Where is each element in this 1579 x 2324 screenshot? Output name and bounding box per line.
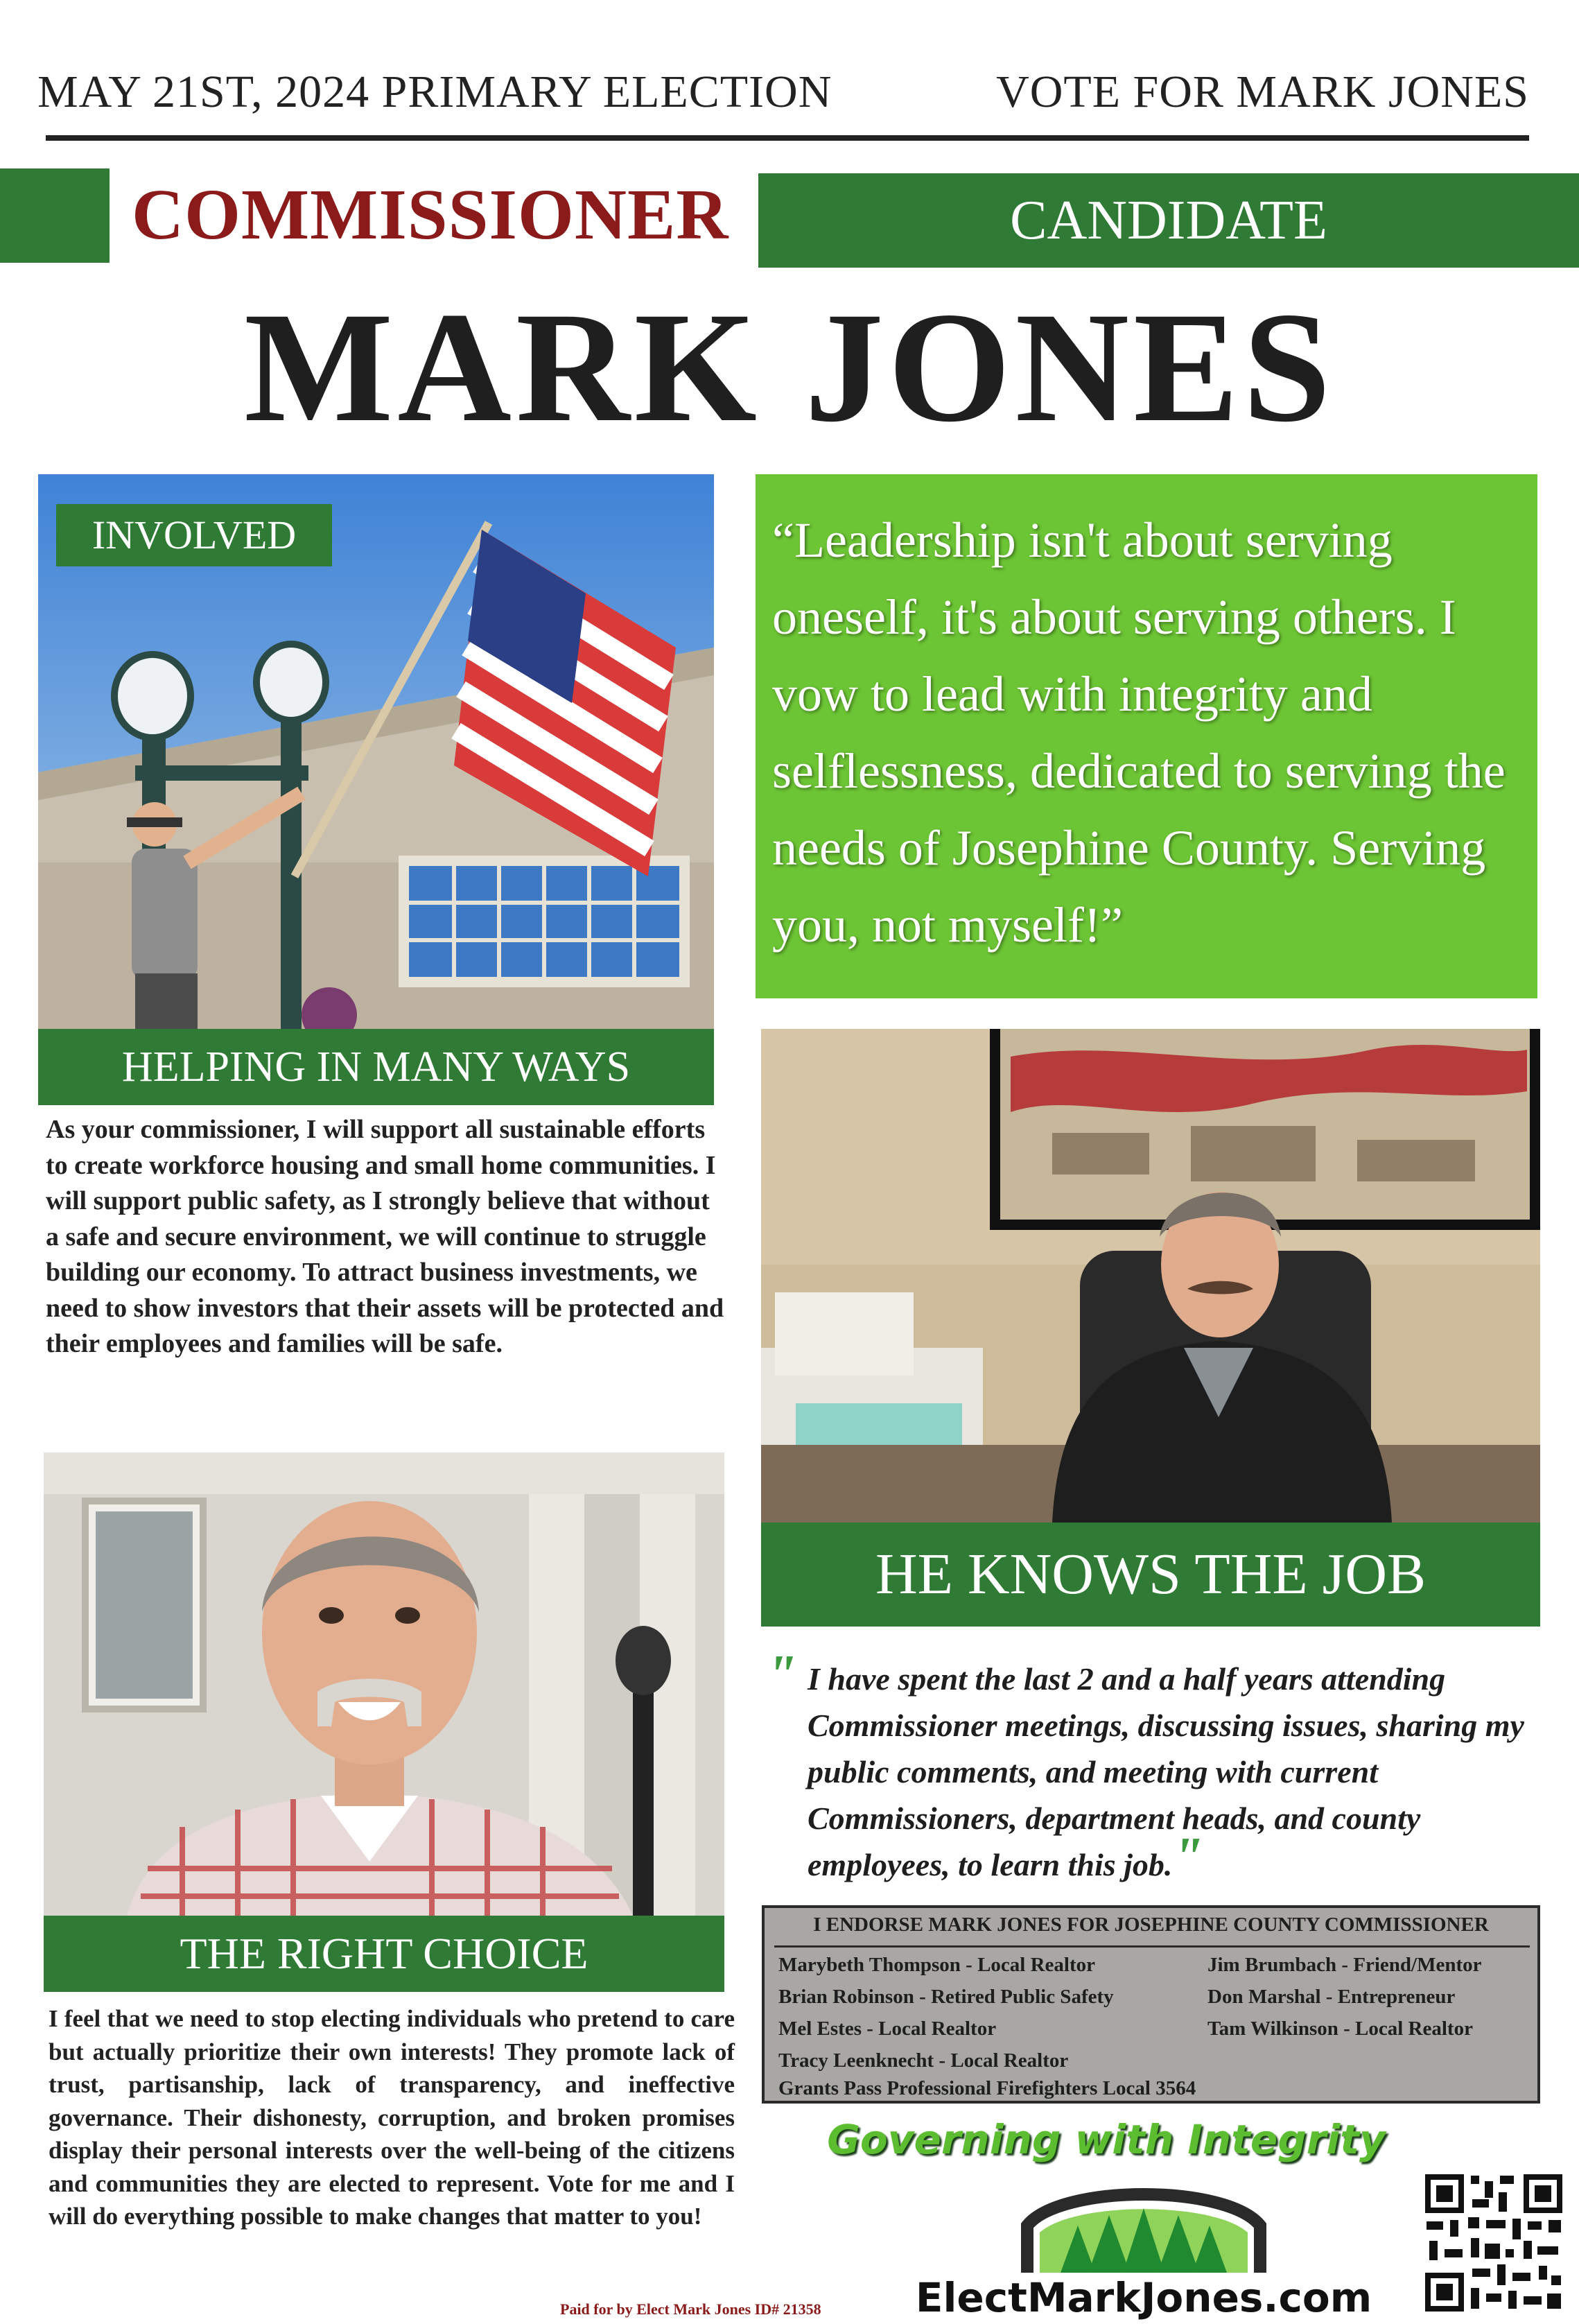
close-quote-icon: " [1172, 1827, 1203, 1888]
header-divider [46, 135, 1529, 141]
leadership-quote: “Leadership isn't about serving oneself, it's about serving others. I vow to lead with integrity and selflessness, dedicated to serving the needs of Josephine County. Serving you, not myself!” [772, 512, 1506, 953]
office-photo-image [761, 1029, 1540, 1523]
endorser-left-4: Tracy Leenknecht - Local Realtor [778, 2049, 1069, 2072]
endorsement-box [762, 1905, 1540, 2104]
endorser-left-2: Brian Robinson - Retired Public Safety [778, 1986, 1114, 2008]
qr-code-icon[interactable] [1422, 2171, 1565, 2314]
green-accent-block [0, 168, 110, 263]
endorser-right-1: Jim Brumbach - Friend/Mentor [1207, 1954, 1482, 1976]
candidate-banner: CANDIDATE [758, 173, 1579, 268]
quote-box [756, 474, 1537, 998]
office-photo [761, 1029, 1540, 1523]
right-choice-banner: THE RIGHT CHOICE [44, 1916, 724, 1992]
portrait-photo [44, 1452, 724, 1916]
helping-banner: HELPING IN MANY WAYS [38, 1029, 714, 1105]
paid-for-disclaimer: Paid for by Elect Mark Jones ID# 21358 [560, 2300, 821, 2318]
endorser-left-5: Grants Pass Professional Firefighters Local 3564 [778, 2077, 1196, 2099]
portrait-photo-image [44, 1452, 724, 1916]
job-quote: I have spent the last 2 and a half years attending Commissioner meetings, discussing issues, sharing my public comments, and meeting with current Commissioners, department heads, and county employees, to learn this job. [808, 1661, 1524, 1882]
candidate-name: MARK JONES [244, 280, 1335, 455]
endorsement-divider [774, 1945, 1530, 1948]
endorser-left-1: Marybeth Thompson - Local Realtor [778, 1954, 1096, 1976]
vote-for-heading: VOTE FOR MARK JONES [996, 67, 1529, 117]
endorser-left-3: Mel Estes - Local Realtor [778, 2018, 997, 2040]
election-date: MAY 21ST, 2024 PRIMARY ELECTION [37, 67, 832, 117]
tree-logo-icon [1019, 2177, 1268, 2273]
helping-text: As your commissioner, I will support all sustainable efforts to create workforce housing and small home communities. I will support public safety, as I strongly believe that without a safe and secure environment, we will continue to struggle building our economy. To attract business investments, we need to show investors that their assets will be protected and their employees and families will be safe. [46, 1115, 724, 1358]
endorsement-title: I ENDORSE MARK JONES FOR JOSEPHINE COUNTY COMMISSIONER [813, 1914, 1489, 1936]
website-link[interactable]: ElectMarkJones.com [915, 2274, 1372, 2321]
open-quote-icon: " [766, 1645, 797, 1706]
slogan: Governing with Integrity [827, 2116, 1386, 2163]
endorser-right-3: Tam Wilkinson - Local Realtor [1207, 2018, 1473, 2040]
job-banner: HE KNOWS THE JOB [761, 1523, 1540, 1627]
involved-badge: INVOLVED [56, 504, 332, 566]
job-quote-text [808, 1656, 1535, 1888]
office-title: COMMISSIONER [132, 175, 729, 254]
right-choice-text: I feel that we need to stop electing individuals who pretend to care but actually prioritize their own interests! They promote lack of trust, partisanship, lack of transparency, and ineffective governance. Their dishonesty, corruption, and broken promises display their personal interests over the well-being of the citizens and communities they are elected to represent. Vote for me and I will do everything possible to make changes that matter to you! [49, 2005, 735, 2230]
endorser-right-2: Don Marshal - Entrepreneur [1207, 1986, 1456, 2008]
